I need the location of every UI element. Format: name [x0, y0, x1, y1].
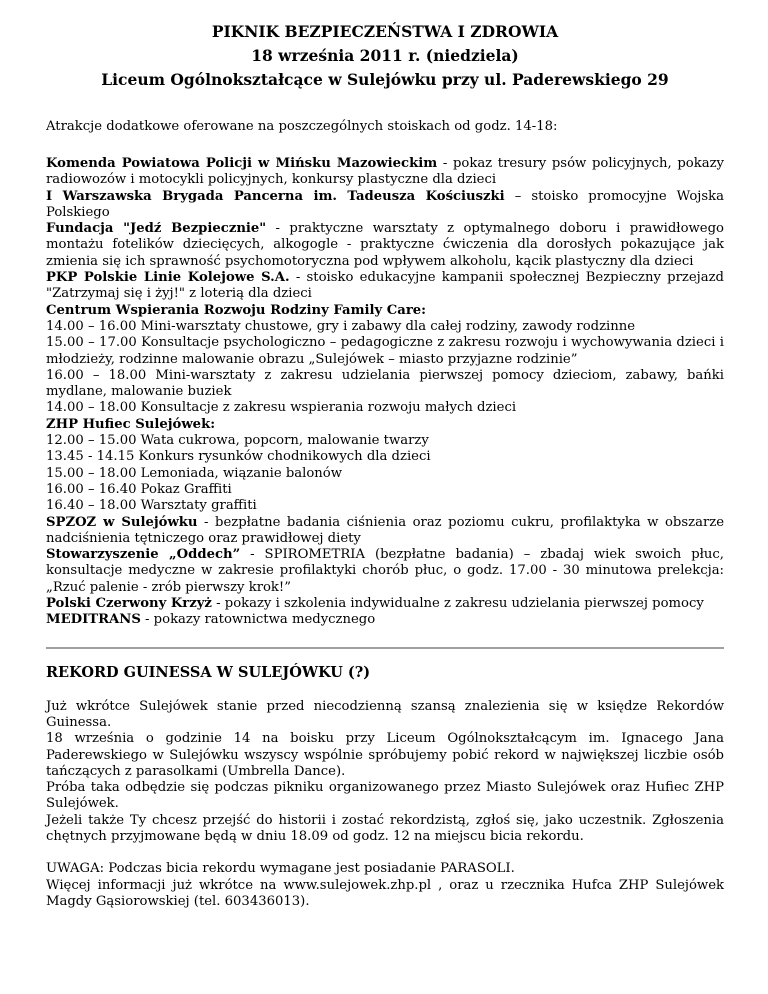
- attraction-meditrans: [46, 612, 724, 628]
- paragraph-gap: [46, 845, 724, 861]
- intro-text: Atrakcje dodatkowe oferowane na poszczególnych stoiskach od godz. 14-18:: [46, 119, 558, 134]
- guinness-heading: REKORD GUINESSA W SULEJÓWKU (?): [46, 663, 371, 681]
- schedule-item: 13.45 - 14.15 Konkurs rysunków chodnikowych dla dzieci: [46, 449, 431, 465]
- guinness-paragraph: 18 września o godzinie 14 na boisku przy Liceum Ogólnokształcącym im. Ignacego Jana Paderewskiego w Sulejówku wszyscy wspólnie spróbujemy pobić rekord w największej liczbie osób tańczących z parasolkami (Umbrella Dance).: [46, 731, 724, 779]
- title-line-3: Liceum Ogólnokształcące w Sulejówku przy ul. Paderewskiego 29: [101, 70, 669, 89]
- schedule-item: 16.40 – 18.00 Warsztaty graffiti: [46, 498, 257, 514]
- guinness-note: UWAGA: Podczas bicia rekordu wymagane jest posiadanie PARASOLI.: [46, 861, 515, 877]
- exhibitor-name: Komenda Powiatowa Policji w Mińsku Mazowieckim: [46, 156, 438, 171]
- document-title: [46, 20, 724, 92]
- schedule-item: 14.00 – 18.00 Konsultacje z zakresu wspierania rozwoju małych dzieci: [46, 400, 517, 416]
- attraction-pck: [46, 596, 724, 612]
- exhibitor-desc: - stoisko edukacyjne kampanii społecznej Bezpieczny przejazd "Zatrzymaj się i żyj!" z loterią dla dzieci: [46, 270, 725, 302]
- schedule-item: 15.00 – 18.00 Lemoniada, wiązanie balonów: [46, 465, 343, 481]
- attraction-pkp: [46, 270, 724, 303]
- schedule-item: 14.00 – 16.00 Mini-warsztaty chustowe, gry i zabawy dla całej rodziny, zawody rodzinne: [46, 318, 636, 334]
- exhibitor-desc: - praktyczne warsztaty z optymalnego doboru i prawidłowego montażu fotelików dziecięcych, alkogogle - praktyczne ćwiczenia dla dorosłych pokazujące jak zmienia się ich sprawność psychomotoryczna pod wpływem alkoholu, kącik plastyczny dla dzieci: [46, 221, 724, 269]
- exhibitor-name: Polski Czerwony Krzyż: [46, 596, 212, 612]
- exhibitor-zhp: ZHP Hufiec Sulejówek:: [46, 416, 216, 432]
- schedule-item: 15.00 – 17.00 Konsultacje psychologiczno – pedagogiczne z zakresu rozwoju i wychowywania dzieci i młodzieży, rodzinne malowanie obrazu „Sulejówek – miasto przyjazne rodzinie”: [46, 335, 724, 367]
- exhibitor-desc: - pokaz tresury psów policyjnych, pokazy radiowozów i motocykli policyjnych, konkursy plastyczne dla dzieci: [46, 156, 724, 188]
- exhibitor-name: I Warszawska Brygada Pancerna im. Tadeusza Kościuszki: [46, 188, 505, 204]
- guinness-note: Więcej informacji już wkrótce na www.sulejowek.zhp.pl , oraz u rzecznika Hufca ZHP Sulejówek Magdy Gąsiorowskiej (tel. 603436013).: [46, 877, 724, 909]
- exhibitor-desc: - pokazy ratownictwa medycznego: [140, 612, 376, 628]
- title-line-2: 18 września 2011 r. (niedziela): [251, 46, 519, 65]
- exhibitor-family-care: Centrum Wspierania Rozwoju Rodziny Family Care:: [46, 302, 427, 318]
- title-line-1: PIKNIK BEZPIECZEŃSTWA I ZDROWIA: [211, 22, 559, 41]
- schedule-item: 16.00 – 16.40 Pokaz Graffiti: [46, 481, 232, 497]
- attraction-oddech: [46, 547, 724, 596]
- attraction-policja: [46, 156, 724, 189]
- exhibitor-name: Fundacja "Jedź Bezpiecznie": [46, 221, 267, 237]
- exhibitor-name: SPZOZ w Sulejówku: [46, 514, 198, 530]
- exhibitor-desc: – stoisko promocyjne Wojska Polskiego: [46, 188, 724, 220]
- exhibitor-desc: - pokazy i szkolenia indywidualne z zakresu udzielania pierwszej pomocy: [211, 596, 704, 612]
- exhibitor-name: PKP Polskie Linie Kolejowe S.A.: [46, 270, 290, 286]
- section-divider: [46, 647, 724, 649]
- guinness-section: [46, 699, 724, 911]
- exhibitor-name: Stowarzyszenie „Oddech”: [46, 547, 241, 563]
- attraction-fundacja: [46, 221, 724, 270]
- attraction-brygada: [46, 189, 724, 222]
- schedule-item: 12.00 – 15.00 Wata cukrowa, popcorn, malowanie twarzy: [46, 433, 429, 449]
- schedule-item: 16.00 – 18.00 Mini-warsztaty z zakresu udzielania pierwszej pomocy dzieciom, zabawy, bańki mydlane, malowanie buziek: [46, 367, 724, 400]
- exhibitor-desc: - SPIROMETRIA (bezpłatne badania) – zbadaj wiek swoich płuc, konsultacje medyczne w zakresie profilaktyki chorób płuc, o godz. 17.00 - 30 minutowa prelekcja: „Rzuć palenie - zrób pierwszy krok!”: [46, 547, 724, 595]
- guinness-paragraph: Próba taka odbędzie się podczas pikniku organizowanego przez Miasto Sulejówek oraz Hufiec ZHP Sulejówek.: [46, 780, 724, 812]
- exhibitor-name: MEDITRANS: [46, 612, 141, 628]
- exhibitor-desc: - bezpłatne badania ciśnienia oraz poziomu cukru, profilaktyka w obszarze nadciśnienia tętniczego oraz prawidłowej diety: [46, 514, 725, 546]
- guinness-paragraph: Już wkrótce Sulejówek stanie przed niecodzienną szansą znalezienia się w księdze Rekordów Guinessa.: [46, 698, 724, 730]
- guinness-paragraph: Jeżeli także Ty chcesz przejść do historii i zostać rekordzistą, zgłoś się, jako uczestnik. Zgłoszenia chętnych przyjmowane będą w dniu 18.09 od godz. 12 na miejscu bicia rekordu.: [46, 812, 724, 844]
- attractions-list: [46, 156, 724, 629]
- attraction-spzoz: [46, 515, 724, 548]
